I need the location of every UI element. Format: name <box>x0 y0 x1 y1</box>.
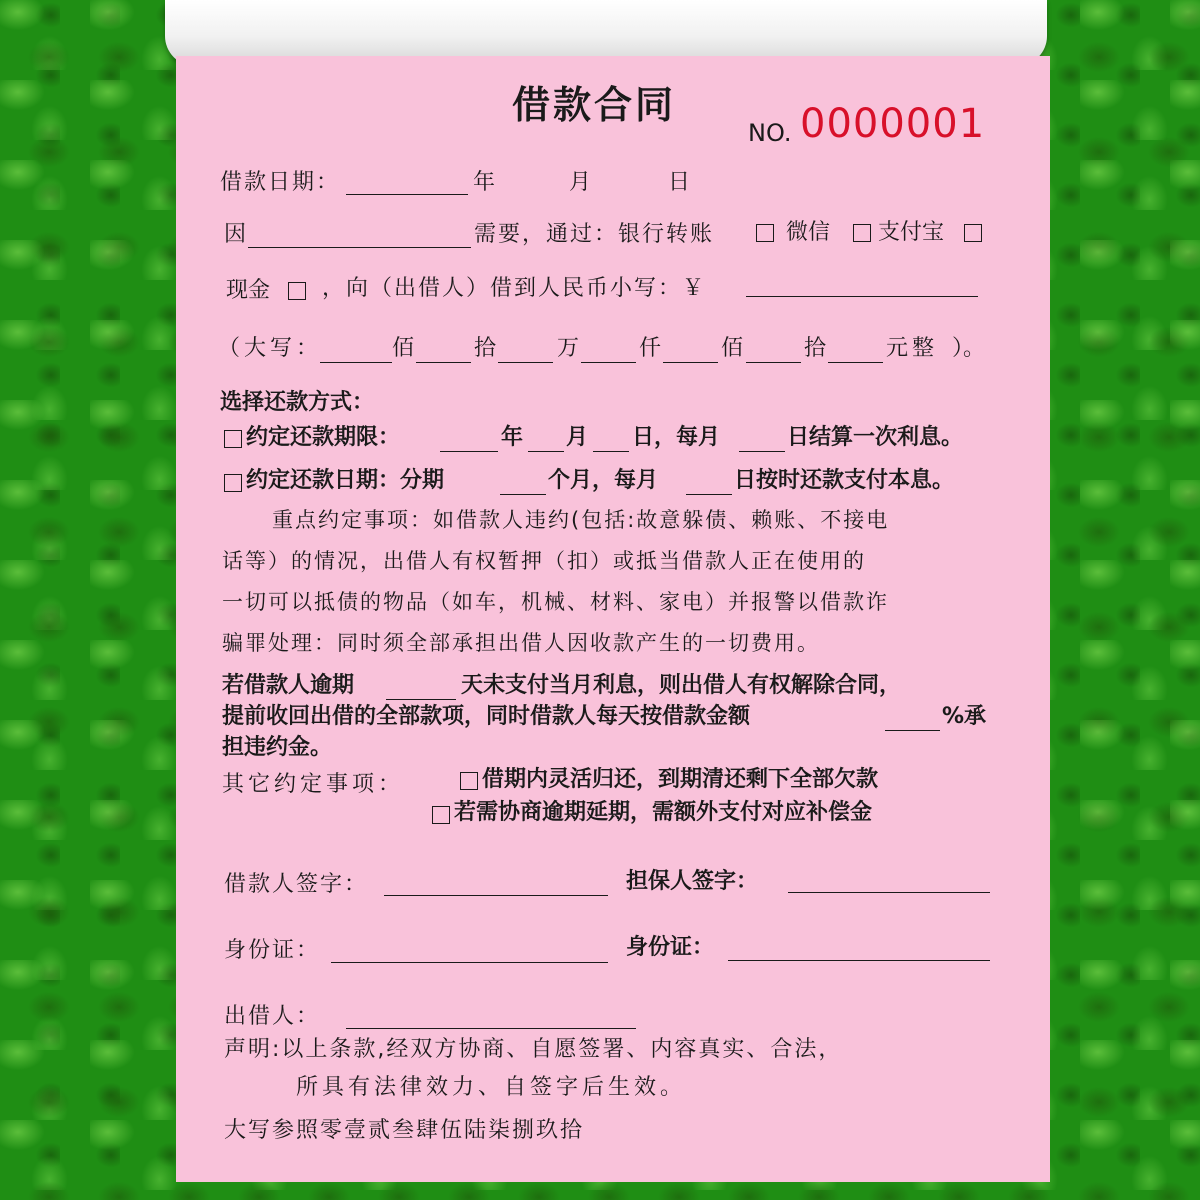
borrower-signature-field[interactable] <box>384 895 608 896</box>
overdue-line-1a: 若借款人逾期 <box>222 673 355 698</box>
unit-yuan: 元整 <box>886 336 939 361</box>
cash-checkbox[interactable] <box>288 282 306 300</box>
alipay-label: 支付宝 <box>878 220 945 245</box>
repay-term-year-field[interactable] <box>440 451 498 452</box>
wechat-label: 微信 <box>786 220 831 245</box>
amount-words-open: （大写： <box>218 336 323 361</box>
bank-transfer-checkbox[interactable] <box>756 224 774 242</box>
lender-amount-text: ，向（出借人）借到人民币小写：￥ <box>322 276 707 301</box>
overdue-line-2b: %承 <box>942 704 987 729</box>
amount-figures-field[interactable] <box>746 296 978 297</box>
repay-term-month-field[interactable] <box>528 451 564 452</box>
unit-wan: 万 <box>557 336 580 361</box>
borrower-id-field[interactable] <box>331 962 608 963</box>
extension-checkbox[interactable] <box>432 806 450 824</box>
loan-date-label: 借款日期： <box>220 170 341 195</box>
guarantor-id-label: 身份证： <box>626 935 715 960</box>
unit-bai-1: 佰 <box>392 336 415 361</box>
overdue-days-field[interactable] <box>386 699 456 700</box>
wechat-checkbox[interactable] <box>853 224 871 242</box>
installment-months-text: 个月，每月 <box>548 468 659 493</box>
repay-installment-label: 约定还款日期：分期 <box>246 468 445 493</box>
cash-label: 现金 <box>226 278 271 303</box>
contract-sheet <box>176 56 1050 1182</box>
month-label: 月 <box>569 170 592 195</box>
transfer-method-text: 需要，通过：银行转账 <box>474 222 715 247</box>
repay-term-day-monthly: 日，每月 <box>632 425 721 450</box>
repay-term-checkbox[interactable] <box>224 430 242 448</box>
flexible-repay-text: 借期内灵活归还，到期清还剩下全部欠款 <box>482 767 879 792</box>
lender-label: 出借人： <box>224 1004 321 1029</box>
repay-term-year: 年 <box>501 425 524 450</box>
reason-prefix: 因 <box>224 222 247 247</box>
key-terms-line-3: 一切可以抵债的物品（如车，机械、材料、家电）并报警以借款诈 <box>222 590 889 614</box>
guarantor-signature-field[interactable] <box>788 892 990 893</box>
repay-term-month: 月 <box>566 425 589 450</box>
interest-day-field[interactable] <box>739 451 785 452</box>
numerals-reference: 大写参照零壹贰叁肆伍陆柒捌玖拾 <box>224 1118 585 1143</box>
installment-months-field[interactable] <box>500 494 546 495</box>
contract-title: 借款合同 <box>512 83 677 127</box>
guarantor-signature-label: 担保人签字： <box>626 869 759 894</box>
amount-words-field-7[interactable] <box>828 362 883 363</box>
amount-words-field-5[interactable] <box>663 362 718 363</box>
installment-day-field[interactable] <box>686 494 732 495</box>
declaration-line-2: 所具有法律效力、自签字后生效。 <box>296 1075 687 1100</box>
day-label: 日 <box>668 170 691 195</box>
repay-term-tail: 日结算一次利息。 <box>787 425 964 450</box>
flexible-repay-checkbox[interactable] <box>460 772 478 790</box>
overdue-line-2a: 提前收回出借的全部款项，同时借款人每天按借款金额 <box>222 704 751 729</box>
extension-text: 若需协商逾期延期，需额外支付对应补偿金 <box>454 800 873 825</box>
amount-words-field-4[interactable] <box>581 362 636 363</box>
declaration-line-1: 声明:以上条款,经双方协商、自愿签署、内容真实、合法， <box>224 1037 843 1062</box>
amount-words-field-2[interactable] <box>416 362 471 363</box>
installment-tail: 日按时还款支付本息。 <box>734 468 955 493</box>
amount-words-field-6[interactable] <box>746 362 801 363</box>
borrower-signature-label: 借款人签字： <box>224 872 369 897</box>
serial-number-label: NO. <box>748 119 792 147</box>
loan-date-year-field[interactable] <box>346 194 468 195</box>
key-terms-line-4: 骗罪处理：同时须全部承担出借人因收款产生的一切费用。 <box>222 631 820 655</box>
serial-number: 0000001 <box>800 101 986 147</box>
repay-installment-checkbox[interactable] <box>224 474 242 492</box>
repayment-heading: 选择还款方式： <box>220 390 375 415</box>
year-label: 年 <box>473 170 496 195</box>
reason-field[interactable] <box>248 247 471 248</box>
key-terms-line-2: 话等）的情况，出借人有权暂押（扣）或抵当借款人正在使用的 <box>222 549 866 573</box>
amount-words-close: ）。 <box>952 336 986 361</box>
amount-words-field-3[interactable] <box>498 362 553 363</box>
unit-shi-1: 拾 <box>474 336 497 361</box>
unit-shi-2: 拾 <box>804 336 827 361</box>
lender-signature-field[interactable] <box>346 1028 636 1029</box>
unit-bai-2: 佰 <box>721 336 744 361</box>
alipay-checkbox[interactable] <box>964 224 982 242</box>
overdue-line-3: 担违约金。 <box>222 735 333 760</box>
repay-term-label: 约定还款期限： <box>246 425 401 450</box>
other-terms-label: 其它约定事项： <box>222 772 405 797</box>
overdue-line-1b: 天未支付当月利息，则出借人有权解除合同， <box>461 673 902 698</box>
penalty-rate-field[interactable] <box>885 730 940 731</box>
borrower-id-label: 身份证： <box>224 938 321 963</box>
amount-words-field-1[interactable] <box>320 362 392 363</box>
unit-qian: 仟 <box>639 336 662 361</box>
guarantor-id-field[interactable] <box>728 960 990 961</box>
key-terms-line-1: 重点约定事项：如借款人违约(包括:故意躲债、赖账、不接电 <box>272 508 890 532</box>
repay-term-day-field[interactable] <box>593 451 629 452</box>
